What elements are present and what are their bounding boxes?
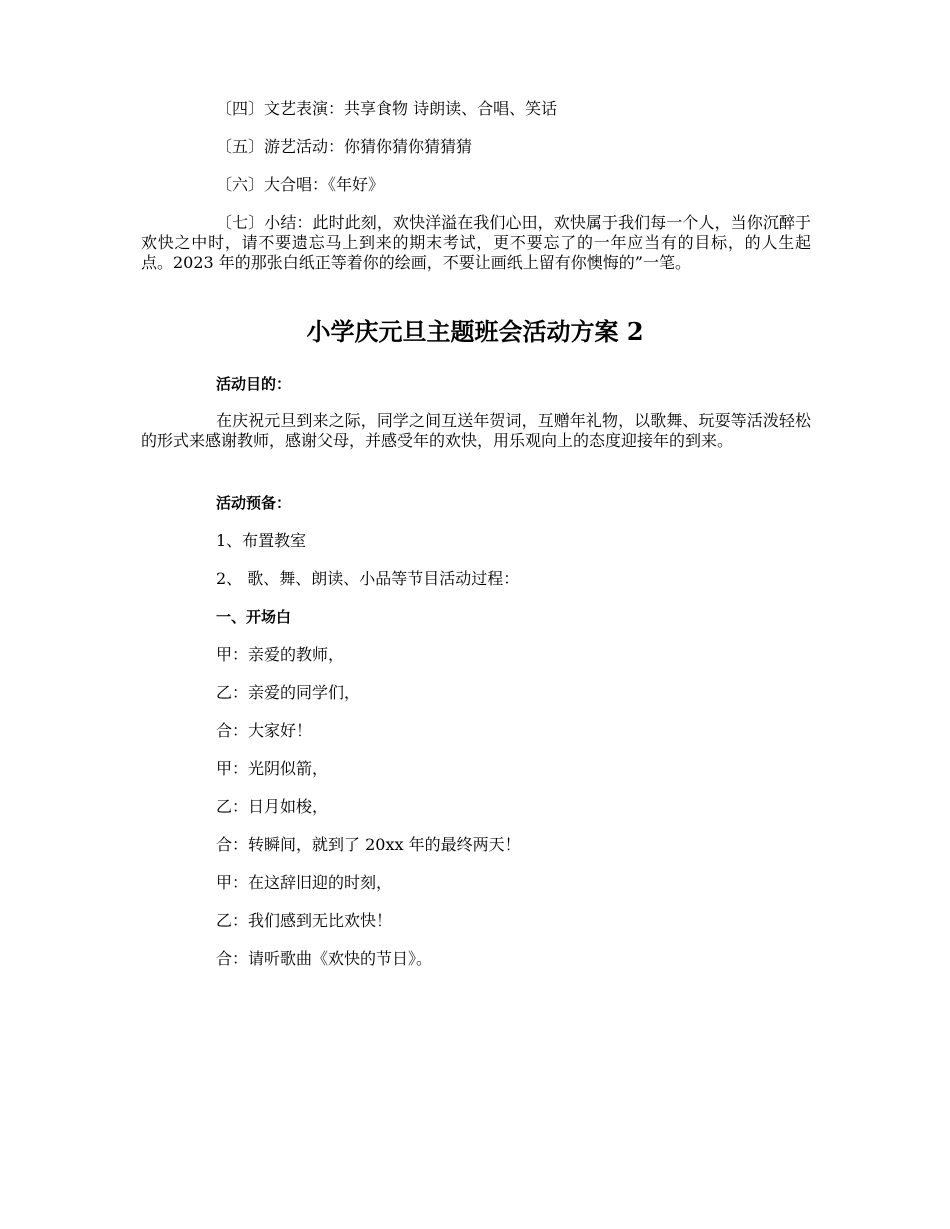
dialogue-line: 甲：光阴似箭， — [216, 759, 329, 778]
dialogue-line: 乙：日月如梭， — [216, 797, 329, 816]
purpose-heading: 活动目的： — [216, 375, 292, 393]
dialogue-line: 甲：亲爱的教师， — [216, 645, 345, 664]
dialogue-line: 乙：亲爱的同学们， — [216, 683, 361, 702]
program-item-6: 〔六〕大合唱：《年好》 — [216, 175, 385, 194]
dialogue-line: 甲：在这辞旧迎的时刻， — [216, 873, 393, 892]
opening-heading: 一、开场白 — [216, 608, 292, 626]
prep-heading: 活动预备： — [216, 494, 292, 512]
dialogue-line: 合：大家好！ — [216, 721, 313, 740]
purpose-paragraph: 在庆祝元旦到来之际，同学之间互送年贺词，互赠年礼物，以歌舞、玩耍等活泼轻松的形式来感谢教师，感谢父母，并感受年的欢快，用乐观向上的态度迎接年的到来。 — [141, 411, 811, 450]
dialogue-line: 乙：我们感到无比欢快！ — [216, 911, 393, 930]
prep-item: 2、 歌、舞、朗读、小品等节目活动过程： — [216, 569, 520, 588]
program-item-4: 〔四〕文艺表演：共享食物 诗朗读、合唱、笑话 — [216, 99, 558, 118]
prep-item: 1、布置教室 — [216, 531, 307, 550]
section-title: 小学庆元旦主题班会活动方案 2 — [306, 317, 644, 346]
dialogue-line: 合：请听歌曲《欢快的节日》。 — [216, 949, 433, 968]
program-item-5: 〔五〕游艺活动：你猜你猜你猜猜猜 — [216, 137, 473, 156]
program-item-7-summary: 〔七〕小结：此时此刻，欢快洋溢在我们心田，欢快属于我们每一个人，当你沉醉于欢快之中时，请不要遗忘马上到来的期末考试，更不要忘了的一年应当有的目标，的人生起点。2023 年的那张白纸正等着你的绘画，不要让画纸上留有你懊悔的”一笔。 — [141, 213, 811, 272]
dialogue-line: 合：转瞬间，就到了 20xx 年的最终两天！ — [216, 835, 521, 854]
